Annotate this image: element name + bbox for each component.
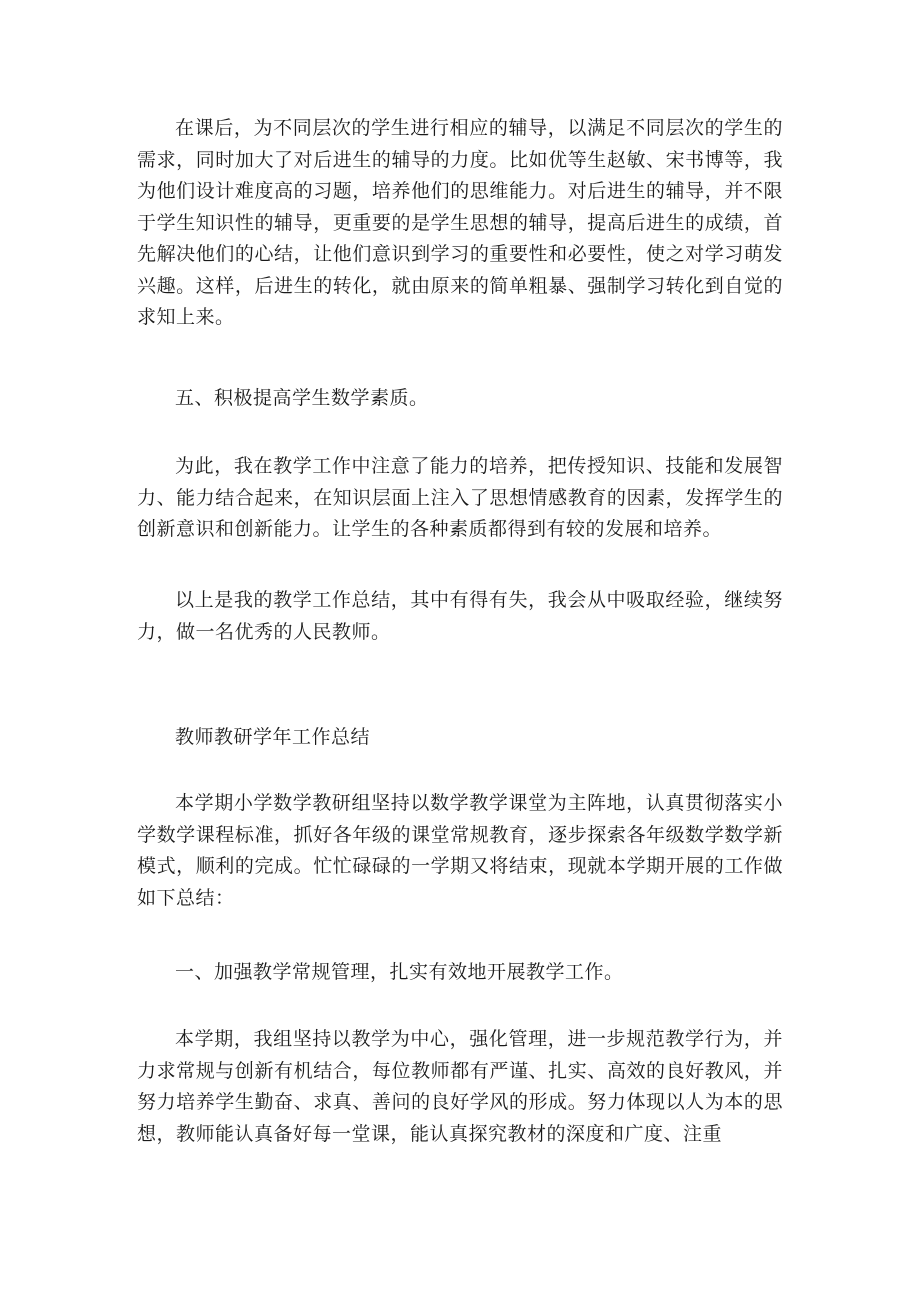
paragraph-research-group-intro: 本学期小学数学教研组坚持以数学教学课堂为主阵地，认真贯彻落实小学数学课程标准，抓好各年级的课堂常规教育，逐步探索各年级数学数学新模式，顺利的完成。忙忙碌碌的一学期又将结束，现就本学期开展的工作做如下总结： xyxy=(137,792,783,909)
paragraph-teaching-management: 本学期，我组坚持以教学为中心，强化管理，进一步规范教学行为，并力求常规与创新有机结合，每位教师都有严谨、扎实、高效的良好教风，并努力培养学生勤奋、求真、善问的良好学风的形成。努力体现以人为本的思想，教师能认真备好每一堂课，能认真探究教材的深度和广度、注重 xyxy=(137,1028,783,1145)
paragraph-summary-closing: 以上是我的教学工作总结，其中有得有失，我会从中吸取经验，继续努力，做一名优秀的人民教师。 xyxy=(137,589,783,643)
heading-section-one: 一、加强教学常规管理，扎实有效地开展教学工作。 xyxy=(175,961,624,983)
heading-section-five: 五、积极提高学生数学素质。 xyxy=(175,387,429,409)
section-title-teaching-research-summary: 教师教研学年工作总结 xyxy=(175,726,371,748)
paragraph-ability-cultivation: 为此，我在教学工作中注意了能力的培养，把传授知识、技能和发展智力、能力结合起来，在知识层面上注入了思想情感教育的因素，发挥学生的创新意识和创新能力。让学生的各种素质都得到有较的发展和培养。 xyxy=(137,455,783,540)
paragraph-after-class-tutoring: 在课后，为不同层次的学生进行相应的辅导，以满足不同层次的学生的需求，同时加大了对后进生的辅导的力度。比如优等生赵敏、宋书博等，我为他们设计难度高的习题，培养他们的思维能力。对后进生的辅导，并不限于学生知识性的辅导，更重要的是学生思想的辅导，提高后进生的成绩，首先解决他们的心结，让他们意识到学习的重要性和必要性，使之对学习萌发兴趣。这样，后进生的转化，就由原来的简单粗暴、强制学习转化到自觉的求知上来。 xyxy=(137,117,783,328)
